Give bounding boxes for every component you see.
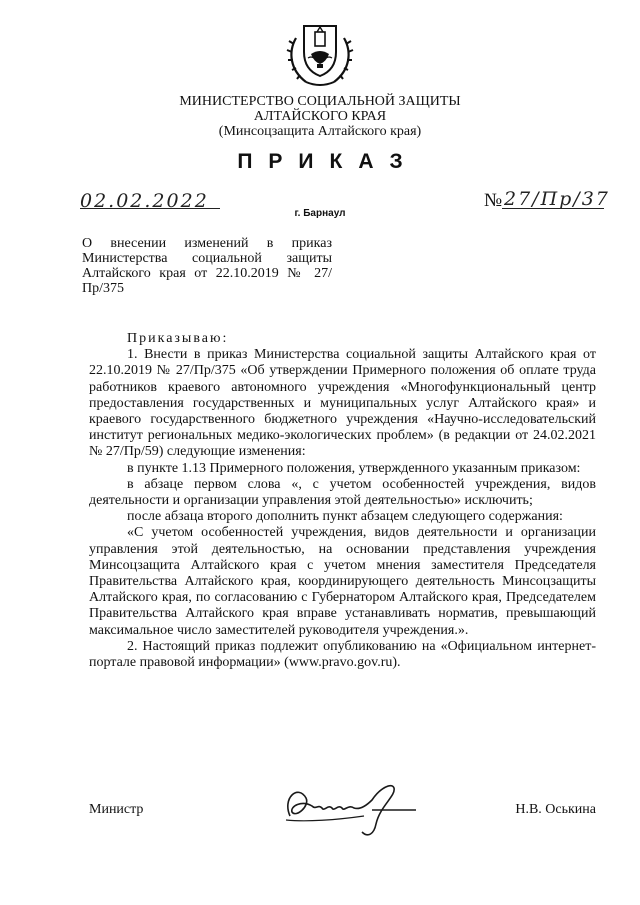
city-label: г. Барнаул — [294, 208, 346, 219]
altai-krai-emblem-icon — [286, 18, 354, 90]
paragraph-1: 1. Внести в приказ Министерства социальной защиты Алтайского края от 22.10.2019 № 27/Пр/375 «Об утверждении Примерного положения об оплате труда работников краевого автономного учреждения «Многофункциональный центр предоставления государственных и муниципальных услуг Алтайского края» и краевого государственного бюджетного учреждения «Научно-исследовательский институт региональных медико-экологических проблем» (в редакции от 24.02.2021 № 27/Пр/59) следующие изменения: — [89, 347, 596, 460]
org-name-line2: АЛТАЙСКОГО КРАЯ — [253, 109, 387, 124]
paragraph-2: в пункте 1.13 Примерного положения, утвержденного указанным приказом: — [127, 460, 581, 476]
handwritten-date: 02.02.2022 — [80, 190, 209, 212]
signer-role: Министр — [89, 802, 144, 817]
order-directive: Приказываю: — [127, 331, 229, 346]
number-sign: № — [484, 190, 503, 211]
document-body — [89, 331, 596, 671]
org-short-name: (Минсоцзащита Алтайского края) — [218, 124, 422, 139]
document-type-title: ПРИКАЗ — [237, 150, 419, 173]
paragraph-4: после абзаца второго дополнить пункт абзацем следующего содержания: — [127, 509, 563, 525]
document-subject: О внесении изменений в приказ Министерства социальной защиты Алтайского края от 22.10.2019 № 27/Пр/375 — [82, 236, 332, 296]
signer-name: Н.В. Оськина — [515, 802, 596, 817]
paragraph-3: в абзаце первом слова «, с учетом особенностей учреждения, видов деятельности и организации управления этой деятельностью» исключить; — [89, 476, 596, 509]
signature-block — [89, 802, 596, 822]
paragraph-5: «С учетом особенностей учреждения, видов деятельности и организации управления этой деятельностью, на основании представления учреждения Минсоцзащита Алтайского края с учетом мнения заместителя Председателя Правительства Алтайского края, координирующего деятельность Минсоцзащиты Алтайского края, по согласованию с Губернатором Алтайского края, Председателем Правительства Алтайского края вправе устанавливать норматив, превышающий максимальное число заместителей руководителя учреждения.». — [89, 525, 596, 638]
organization-header — [0, 94, 640, 139]
handwritten-order-number: 27/Пр/37 — [504, 188, 610, 210]
org-name-line1: МИНИСТЕРСТВО СОЦИАЛЬНОЙ ЗАЩИТЫ — [179, 94, 461, 109]
paragraph-6: 2. Настоящий приказ подлежит опубликованию на «Официальном интернет-портале правовой информации» (www.pravo.gov.ru). — [89, 638, 596, 671]
